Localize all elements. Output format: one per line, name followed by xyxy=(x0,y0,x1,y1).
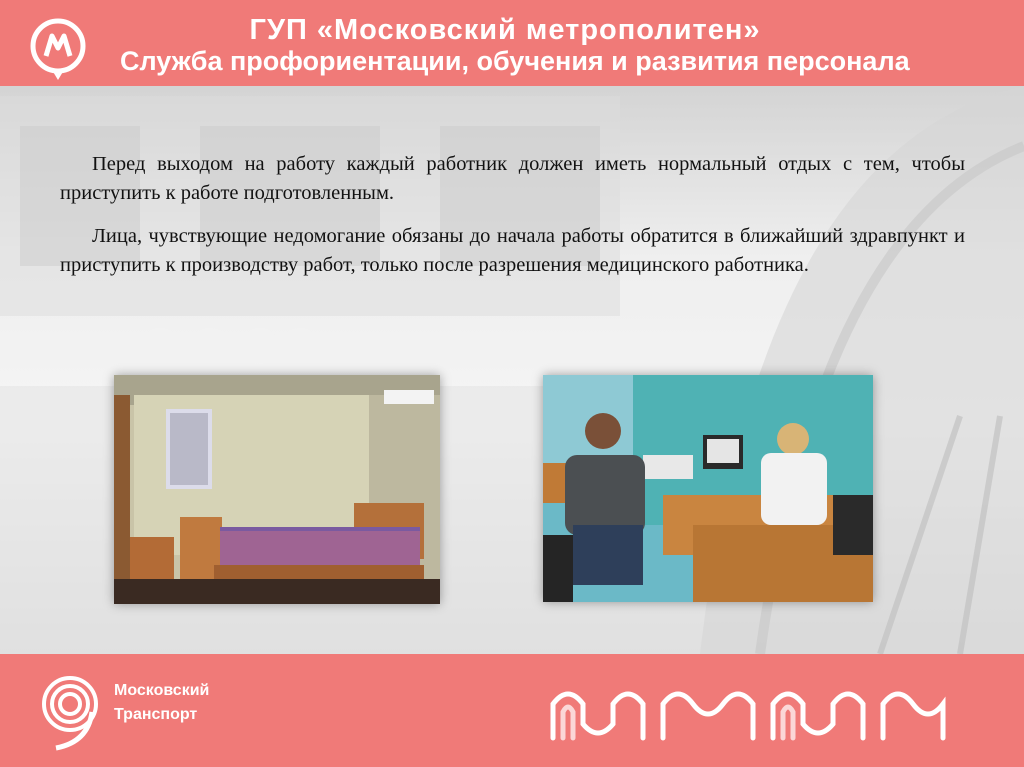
content-text xyxy=(60,150,965,294)
footer-bar xyxy=(0,654,1024,767)
medical-checkup-photo xyxy=(543,375,873,602)
header-bar xyxy=(0,0,1024,86)
page-title: ГУП «Московский метрополитен» xyxy=(249,14,761,46)
page-subtitle: Служба профориентации, обучения и развития персонала xyxy=(120,46,910,76)
brand-line-1: Московский xyxy=(114,682,210,699)
paragraph-medical: Лица, чувствующие недомогание обязаны до начала работы обратится в ближайший здравпункт и приступить к производству работ, только после разрешения медицинского работника. xyxy=(60,225,965,276)
brand-line-2: Транспорт xyxy=(114,706,198,723)
wave-ornament-icon xyxy=(548,678,958,744)
moscow-transport-logo-icon xyxy=(34,672,106,752)
rest-room-photo xyxy=(114,375,440,604)
paragraph-rest: Перед выходом на работу каждый работник должен иметь нормальный отдых с тем, чтобы приступить к работе подготовленным. xyxy=(60,153,965,204)
